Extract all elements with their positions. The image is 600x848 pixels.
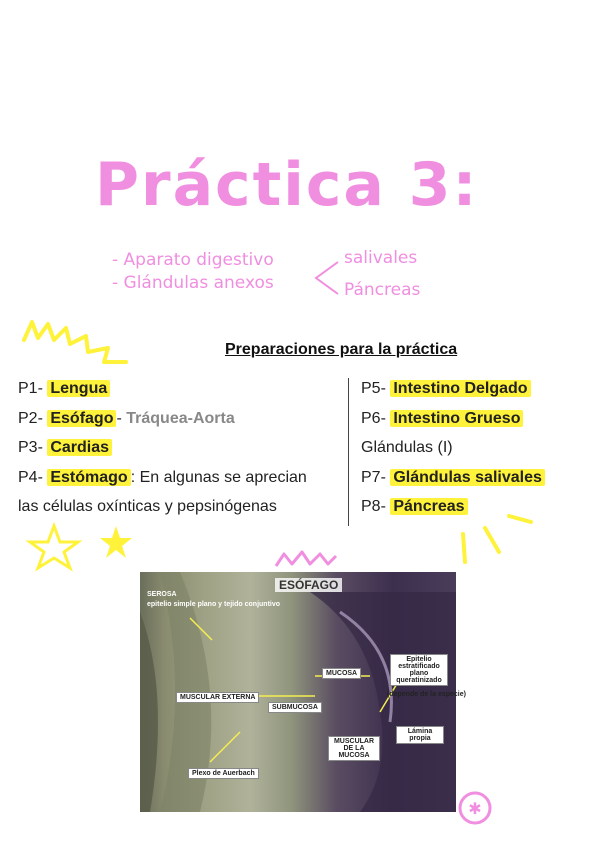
label-submucosa: SUBMUCOSA bbox=[268, 702, 322, 713]
prep-item-p4-note: las células oxínticas y pepsinógenas bbox=[18, 498, 277, 515]
flower-doodle-icon bbox=[455, 788, 495, 828]
label-epitelio: Epitelio estratificado plano queratinizado bbox=[390, 654, 448, 686]
label-mucosa: MUCOSA bbox=[322, 668, 361, 679]
column-divider bbox=[348, 378, 349, 526]
label-lamina-propia: Lámina propia bbox=[396, 726, 444, 744]
prep-item-p6: P6- Intestino Grueso bbox=[361, 404, 545, 434]
svg-text:✱: ✱ bbox=[468, 799, 482, 818]
prep-list-left bbox=[18, 374, 307, 522]
section-heading: Preparaciones para la práctica bbox=[225, 341, 458, 358]
esophagus-micrograph bbox=[140, 572, 466, 812]
prep-item-p3: P3- Cardias bbox=[18, 433, 307, 463]
subtitle-salivales: salivales bbox=[344, 248, 418, 268]
label-depende: (depende de la especie) bbox=[387, 691, 466, 698]
prep-item-p2: P2- Esófago - Tráquea-Aorta bbox=[18, 409, 235, 427]
subtitle-line-1: - Aparato digestivo bbox=[112, 250, 274, 270]
star-doodle-icon bbox=[28, 520, 138, 570]
prep-item-p4: P4- Estómago : En algunas se aprecian bbox=[18, 468, 307, 486]
label-serosa-desc: epitelio simple plano y tejido conjuntivo bbox=[147, 601, 281, 608]
label-serosa: SEROSA bbox=[147, 591, 177, 598]
page-title: Práctica 3: bbox=[95, 150, 479, 220]
prep-item-p1: P1- Lengua bbox=[18, 374, 307, 404]
prep-item-glandulas: Glándulas (I) bbox=[361, 439, 453, 456]
prep-item-p5: P5- Intestino Delgado bbox=[361, 374, 545, 404]
crown-doodle-icon bbox=[272, 548, 342, 572]
prep-item-p8: P8- Páncreas bbox=[361, 492, 545, 522]
prep-list-right bbox=[361, 374, 545, 522]
micrograph-title: ESÓFAGO bbox=[275, 578, 342, 592]
subtitle-pancreas: Páncreas bbox=[344, 280, 421, 300]
label-muscular-externa: MUSCULAR EXTERNA bbox=[176, 692, 259, 703]
scribble-icon bbox=[18, 318, 148, 378]
bracket-icon bbox=[312, 258, 342, 298]
label-muscular-mucosa: MUSCULAR DE LA MUCOSA bbox=[328, 736, 380, 761]
subtitle-line-2: - Glándulas anexos bbox=[112, 273, 274, 293]
prep-item-p7: P7- Glándulas salivales bbox=[361, 463, 545, 493]
label-plexo: Plexo de Auerbach bbox=[188, 768, 259, 779]
